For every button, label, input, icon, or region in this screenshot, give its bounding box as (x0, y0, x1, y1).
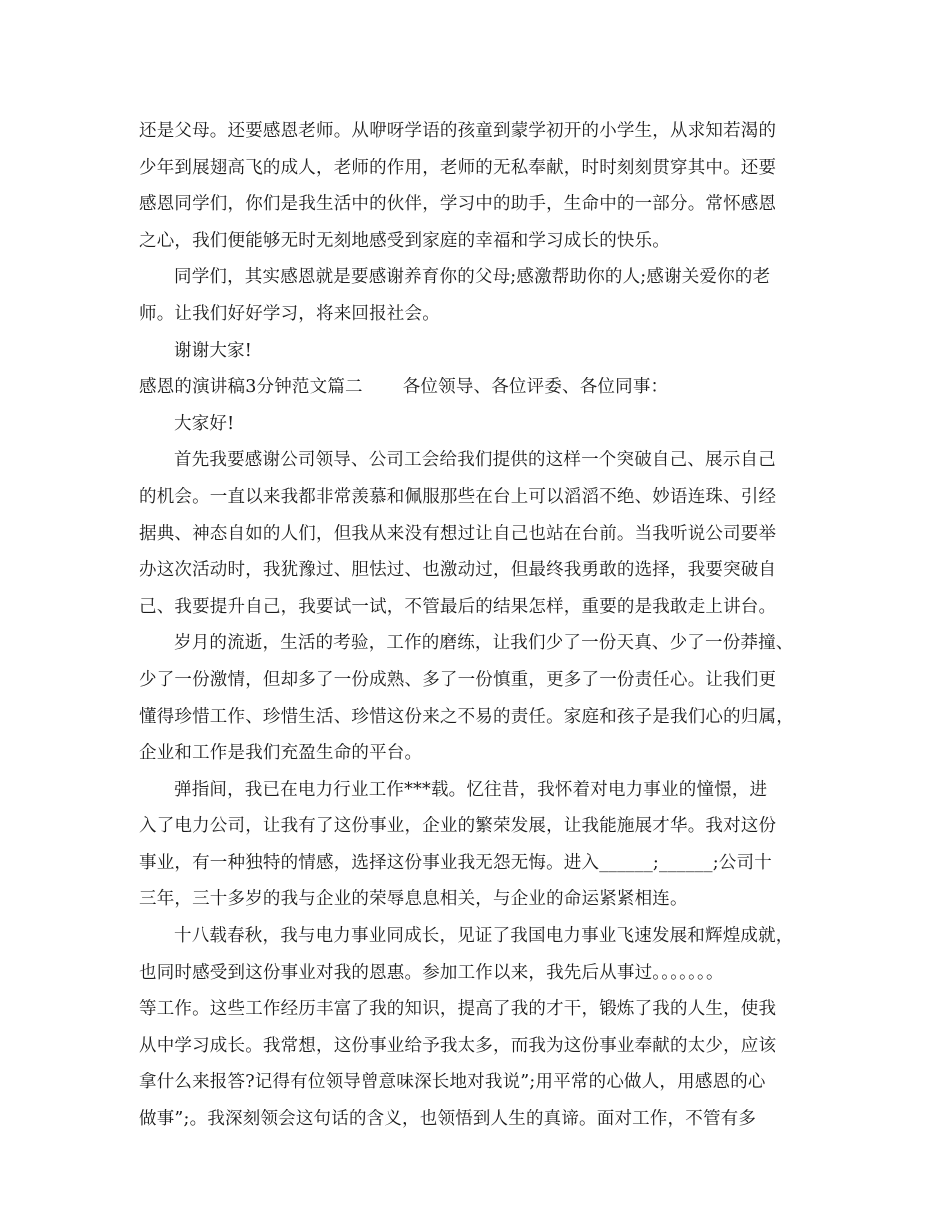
text-line (139, 1101, 829, 1138)
line-text: 同学们，其实感恩就是要感谢养育你的父母;感激帮助你的人;感谢关爱你的老 (174, 267, 771, 288)
line-text: 大家好! (174, 413, 235, 434)
text-line (139, 296, 829, 333)
text-line (139, 442, 829, 479)
line-text: 企业和工作是我们充盈生命的平台。 (139, 743, 423, 764)
line-text: 做事”;。我深刻领会这句话的含义，也领悟到人生的真谛。面对工作，不管有多 (139, 1109, 757, 1130)
text-line (139, 113, 829, 150)
line-text: 十八载春秋，我与电力事业同成长，见证了我国电力事业飞速发展和辉煌成就， (174, 926, 794, 947)
line-text: 还是父母。还要感恩老师。从咿呀学语的孩童到蒙学初开的小学生，从求知若渴的 (139, 121, 777, 141)
line-text: 也同时感受到这份事业对我的恩惠。参加工作以来，我先后从事过。。。。。。。 (139, 962, 724, 983)
line-text: 感恩的演讲稿3分钟范文篇二 (139, 377, 363, 398)
line-text: 三年，三十多岁的我与企业的荣辱息息相关，与企业的命运紧紧相连。 (139, 889, 688, 910)
text-line (139, 1028, 829, 1065)
text-line (139, 735, 829, 772)
line-text: 的机会。一直以来我都非常羡慕和佩服那些在台上可以滔滔不绝、妙语连珠、引经 (139, 486, 777, 507)
text-line (139, 991, 829, 1028)
text-line (139, 406, 829, 443)
text-line (139, 223, 829, 260)
line-text: 岁月的流逝，生活的考验，工作的磨练，让我们少了一份天真、少了一份莽撞、 (174, 633, 794, 654)
text-line (139, 186, 829, 223)
line-text: 弹指间，我已在电力行业工作***载。忆往昔，我怀着对电力事业的憧憬，进 (174, 779, 768, 800)
text-line (139, 150, 829, 187)
document-body (139, 113, 829, 1138)
text-line (139, 369, 829, 406)
text-line (139, 625, 829, 662)
text-line (139, 589, 829, 626)
text-line (139, 479, 829, 516)
text-line (139, 881, 829, 918)
text-line (139, 259, 829, 296)
text-line (139, 845, 829, 882)
text-line (139, 955, 829, 992)
line-text: 师。让我们好好学习，将来回报社会。 (139, 303, 440, 324)
line-text: 办这次活动时，我犹豫过、胆怯过、也激动过，但最终我勇敢的选择，我要突破自 (139, 560, 777, 581)
text-line (139, 516, 829, 553)
line-text-secondary: 各位领导、各位评委、各位同事： (402, 377, 669, 398)
text-line (139, 699, 829, 736)
line-text: 入了电力公司，让我有了这份事业，企业的繁荣发展，让我能施展才华。我对这份 (139, 816, 777, 837)
line-text: 拿什么来报答?记得有位领导曾意味深长地对我说”;用平常的心做人，用感恩的心 (139, 1072, 766, 1093)
line-text: 之心，我们便能够无时无刻地感受到家庭的幸福和学习成长的快乐。 (139, 230, 670, 251)
line-text: 事业，有一种独特的情感，选择这份事业我无怨无悔。进入______;______;公司十 (139, 852, 772, 873)
text-line (139, 808, 829, 845)
text-line (139, 333, 829, 370)
line-text: 少了一份激情，但却多了一份成熟、多了一份慎重，更多了一份责任心。让我们更 (139, 669, 777, 690)
line-text: 感恩同学们，你们是我生活中的伙伴，学习中的助手，生命中的一部分。常怀感恩 (139, 194, 777, 215)
line-text: 少年到展翅高飞的成人，老师的作用，老师的无私奉献，时时刻刻贯穿其中。还要 (139, 157, 777, 178)
text-line (139, 918, 829, 955)
text-line (139, 662, 829, 699)
line-text: 从中学习成长。我常想，这份事业给予我太多，而我为这份事业奉献的太少，应该 (139, 1035, 777, 1056)
text-line (139, 772, 829, 809)
line-text: 等工作。这些工作经历丰富了我的知识，提高了我的才干，锻炼了我的人生，使我 (139, 999, 777, 1020)
text-line (139, 1064, 829, 1101)
line-text: 己、我要提升自己，我要试一试，不管最后的结果怎样，重要的是我敢走上讲台。 (139, 596, 777, 617)
line-text: 首先我要感谢公司领导、公司工会给我们提供的这样一个突破自己、展示自己 (174, 450, 776, 471)
line-text: 据典、神态自如的人们，但我从来没有想过让自己也站在台前。当我听说公司要举 (139, 523, 777, 544)
text-line (139, 552, 829, 589)
line-text: 谢谢大家! (174, 340, 253, 361)
line-text: 懂得珍惜工作、珍惜生活、珍惜这份来之不易的责任。家庭和孩子是我们心的归属， (139, 706, 794, 727)
